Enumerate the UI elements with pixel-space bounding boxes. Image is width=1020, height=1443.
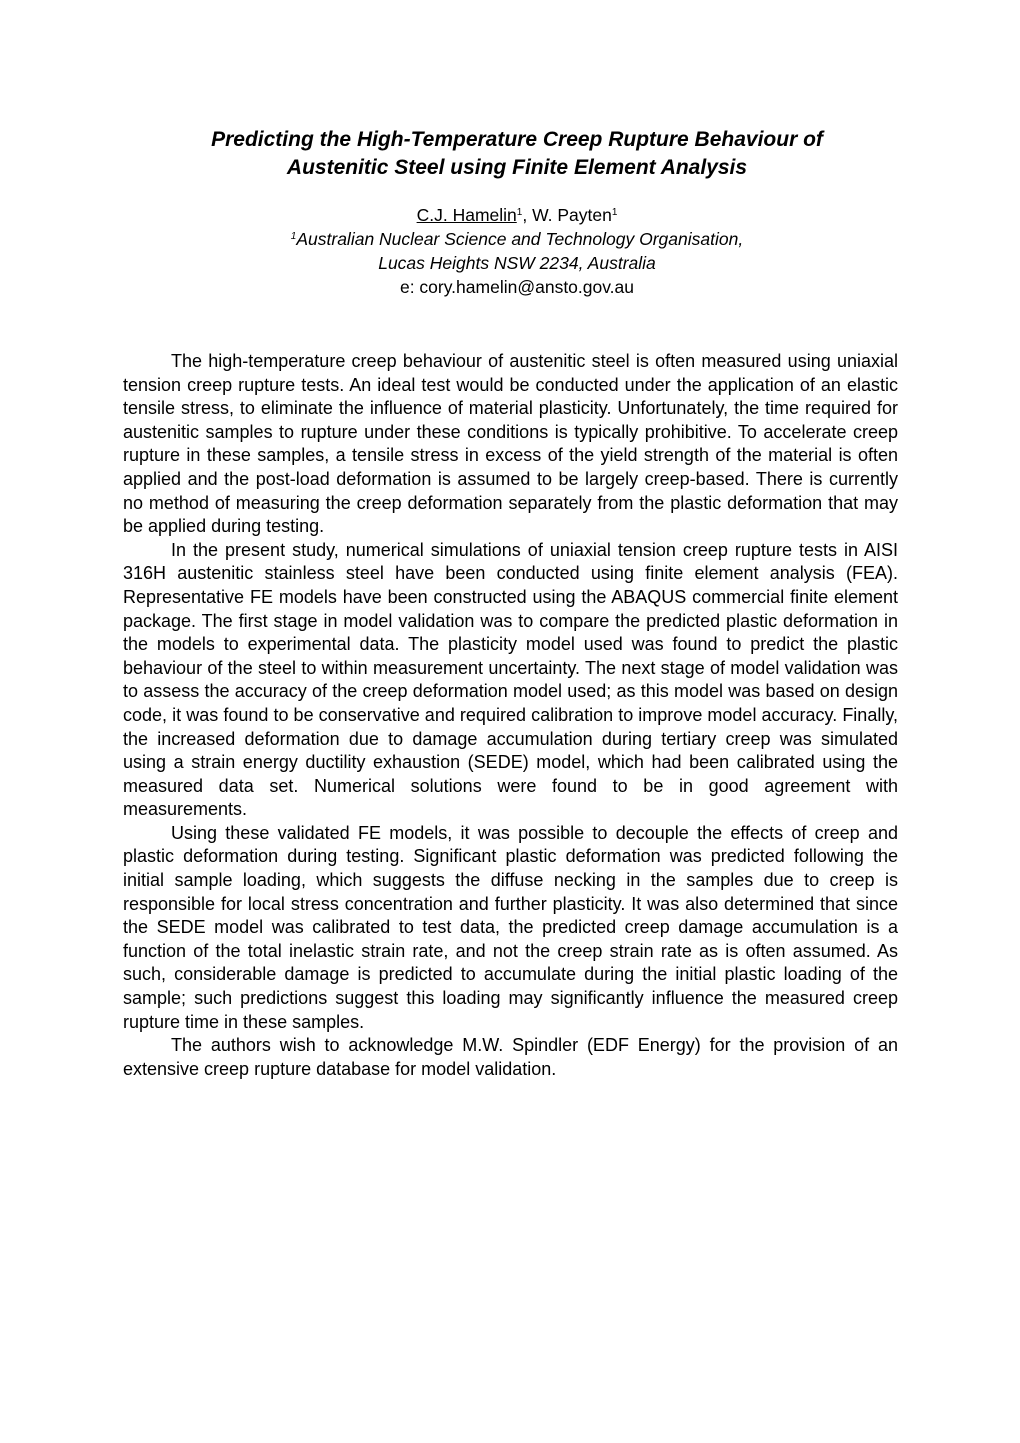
paper-title <box>0 126 1020 182</box>
abstract-body <box>123 350 898 1081</box>
author-line <box>0 203 1020 227</box>
author-2-affiliation-mark: 1 <box>611 207 618 218</box>
author-1-affiliation-mark: 1 <box>516 207 523 218</box>
paragraph-1: The high-temperature creep behaviour of austenitic steel is often measured using uniaxial tension creep rupture tests. An ideal test would be conducted under the application of an elastic tensile stress, to eliminate the influence of material plasticity. Unfortunately, the time required for austenitic samples to rupture under these conditions is typically prohibitive. To accelerate creep rupture in these samples, a tensile stress in excess of the yield strength of the material is often applied and the post-load deformation is assumed to be largely creep-based. There is currently no method of measuring the creep deformation separately from the plastic deformation that may be applied during testing. <box>123 351 898 537</box>
paragraph-3: Using these validated FE models, it was possible to decouple the effects of creep and plastic deformation during testing. Significant plastic deformation was predicted following the initial sample loading, which suggests the diffuse necking in the samples due to creep is responsible for local stress concentration and further plasticity. It was also determined that since the SEDE model was calibrated to test data, the predicted creep damage accumulation is a function of the total inelastic strain rate, and not the creep strain rate as is often assumed. As such, considerable damage is predicted to accumulate during the initial plastic loading of the sample; such predictions suggest this loading may significantly influence the measured creep rupture time in these samples. <box>123 822 898 1032</box>
affiliation-line-1 <box>0 227 1020 251</box>
author-block <box>0 203 1020 299</box>
title-line-1: Predicting the High-Temperature Creep Rupture Behaviour of <box>211 128 823 151</box>
paragraph-2: In the present study, numerical simulations of uniaxial tension creep rupture tests in AISI 316H austenitic stainless steel have been conducted using finite element analysis (FEA). Representative FE models have been constructed using the ABAQUS commercial finite element package. The first stage in model validation was to compare the predicted plastic deformation in the models to experimental data. The plasticity model used was found to predict the plastic behaviour of the steel to within measurement uncertainty. The next stage of model validation was to assess the accuracy of the creep deformation model used; as this model was based on design code, it was found to be conservative and required calibration to improve model accuracy. Finally, the increased deformation due to damage accumulation during tertiary creep was simulated using a strain energy ductility exhaustion (SEDE) model, which had been calibrated using the measured data set. Numerical solutions were found to be in good agreement with measurements. <box>123 539 898 820</box>
author-separator: , <box>522 205 533 225</box>
contact-email: e: cory.hamelin@ansto.gov.au <box>399 277 635 297</box>
title-line-2: Austenitic Steel using Finite Element Analysis <box>286 156 748 179</box>
author-2: W. Payten <box>532 205 612 225</box>
affiliation-mark: 1 <box>290 231 297 242</box>
affiliation-line-2: Lucas Heights NSW 2234, Australia <box>378 253 656 273</box>
author-1: C.J. Hamelin <box>416 205 517 225</box>
acknowledgement-paragraph: The authors wish to acknowledge M.W. Spindler (EDF Energy) for the provision of an extensive creep rupture database for model validation. <box>123 1035 898 1079</box>
affiliation-text: Australian Nuclear Science and Technology Organisation, <box>296 229 744 249</box>
